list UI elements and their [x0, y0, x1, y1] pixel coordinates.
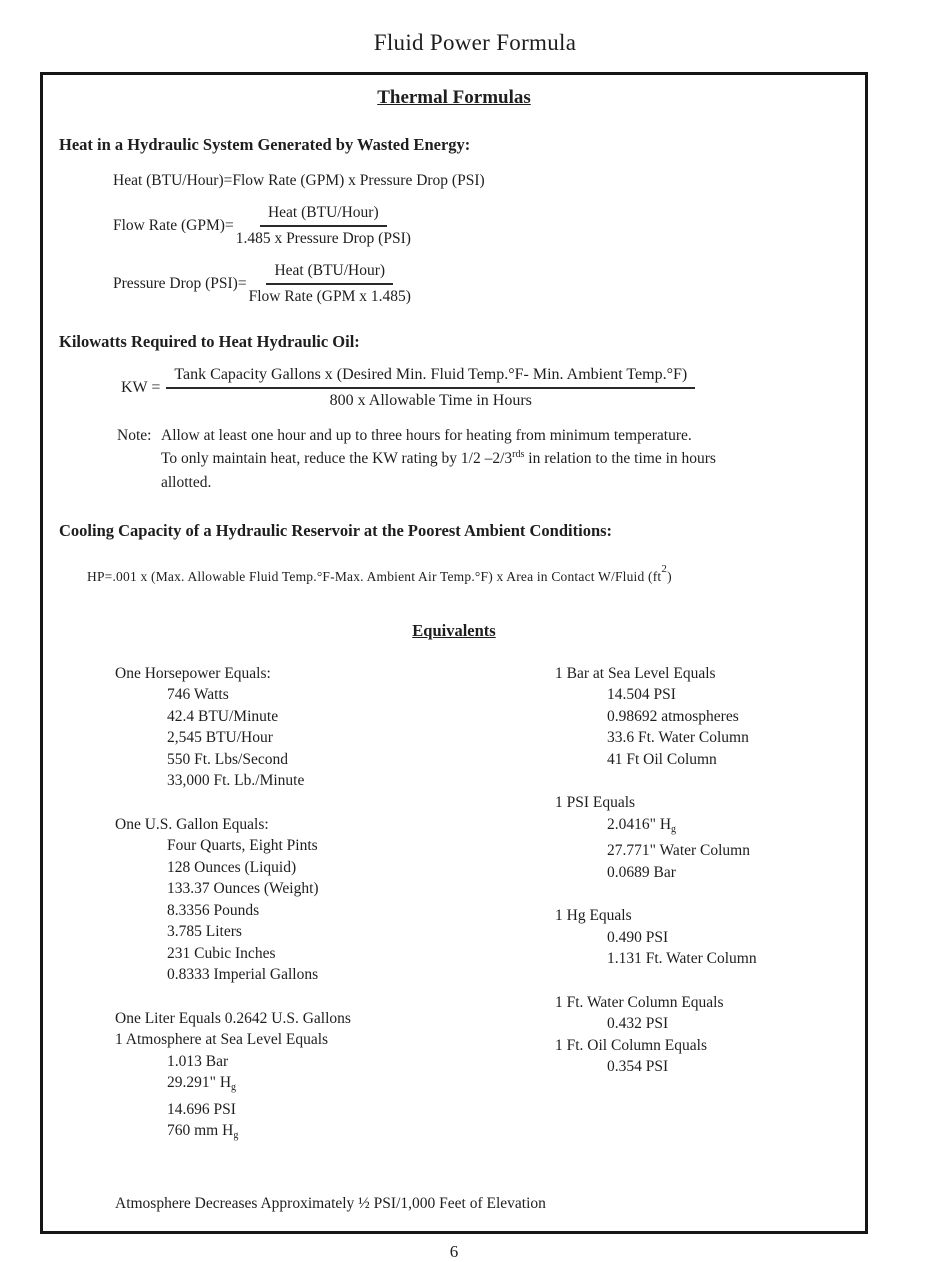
equivalents-items	[115, 835, 555, 986]
page-title: Fluid Power Formula	[373, 30, 577, 55]
formula-lhs: Pressure Drop (PSI)=	[113, 275, 247, 292]
equivalents-group-water-column	[555, 992, 865, 1035]
fraction-denominator: Flow Rate (GPM x 1.485)	[248, 288, 411, 305]
equivalents-group-title: 1 PSI Equals	[555, 794, 636, 811]
equivalent-item: 0.432 PSI	[607, 1015, 669, 1032]
note-superscript: rds	[512, 448, 525, 460]
heat-formula: Heat (BTU/Hour)=Flow Rate (GPM) x Pressure Drop (PSI)	[113, 172, 485, 189]
note-text: in relation to the time in hours	[524, 449, 716, 467]
kilowatts-heading: Kilowatts Required to Heat Hydraulic Oil:	[59, 332, 360, 351]
thermal-formulas-heading: Thermal Formulas	[377, 87, 531, 108]
equivalents-group-psi	[555, 792, 865, 883]
equivalent-item: 1.131 Ft. Water Column	[607, 950, 757, 967]
formula-lhs: Flow Rate (GPM)=	[113, 217, 234, 234]
note-line: allotted.	[161, 474, 212, 491]
equivalent-item: 128 Ounces (Liquid)	[167, 858, 297, 876]
equivalents-items	[115, 684, 555, 792]
equivalent-item-text: 2.0416" H	[607, 815, 672, 833]
equivalent-item: 41 Ft Oil Column	[607, 750, 717, 768]
equivalents-items	[555, 1056, 865, 1078]
equivalents-group-oil-column	[555, 1035, 865, 1078]
fraction-numerator: Tank Capacity Gallons x (Desired Min. Fluid Temp.°F- Min. Ambient Temp.°F)	[166, 366, 695, 389]
pressure-drop-formula	[113, 262, 865, 306]
equivalent-item: 33.6 Ft. Water Column	[607, 729, 749, 746]
equivalent-item	[607, 814, 865, 841]
equivalent-item	[167, 1120, 555, 1147]
flow-rate-formula	[113, 204, 865, 248]
note-text: To only maintain heat, reduce the KW rating by 1/2 –2/3	[161, 449, 513, 467]
equivalent-item: 550 Ft. Lbs/Second	[167, 750, 288, 768]
fraction-numerator: Heat (BTU/Hour)	[260, 204, 387, 227]
fraction-numerator: Heat (BTU/Hour)	[266, 262, 393, 285]
equivalents-heading: Equivalents	[412, 620, 496, 640]
equivalent-item: 133.37 Ounces (Weight)	[167, 880, 319, 897]
equivalent-item: 0.0689 Bar	[607, 863, 676, 881]
equivalents-group-hg	[555, 905, 865, 970]
equivalents-items	[555, 684, 865, 770]
kw-note	[117, 425, 865, 495]
equivalents-items	[115, 1051, 555, 1147]
equivalent-item: 746 Watts	[167, 686, 229, 703]
equivalents-left-column	[115, 663, 555, 1169]
equivalent-item: 0.98692 atmospheres	[607, 707, 739, 725]
equivalents-group-title: 1 Ft. Water Column Equals	[555, 993, 724, 1011]
equivalents-group-atmosphere	[115, 1029, 555, 1147]
note-label: Note:	[117, 427, 152, 444]
equivalent-item: 0.354 PSI	[607, 1058, 669, 1075]
wasted-energy-heading: Heat in a Hydraulic System Generated by Wasted Energy:	[59, 135, 471, 154]
hp-superscript: 2	[661, 562, 668, 575]
atmosphere-elevation-note: Atmosphere Decreases Approximately ½ PSI/1,000 Feet of Elevation	[115, 1194, 546, 1212]
hp-formula	[87, 562, 865, 585]
equivalents-group-bar	[555, 663, 865, 771]
equivalents-items	[555, 814, 865, 884]
fraction-denominator: 800 x Allowable Time in Hours	[329, 392, 532, 409]
equivalent-item-text: 29.291" H	[167, 1074, 232, 1091]
equivalents-group-title: One U.S. Gallon Equals:	[115, 815, 269, 833]
equivalent-item: Four Quarts, Eight Pints	[167, 837, 318, 854]
equivalents-group-title: 1 Atmosphere at Sea Level Equals	[115, 1031, 329, 1048]
equivalent-item: 3.785 Liters	[167, 923, 242, 940]
equivalents-group-gallon	[115, 814, 555, 986]
hp-formula-text: HP=.001 x (Max. Allowable Fluid Temp.°F-Max. Ambient Air Temp.°F) x Area in Contact W/Fluid (ft	[87, 568, 662, 584]
equivalent-item: 14.504 PSI	[607, 686, 676, 703]
cooling-heading: Cooling Capacity of a Hydraulic Reservoir at the Poorest Ambient Conditions:	[59, 520, 613, 540]
equivalent-item: 14.696 PSI	[167, 1100, 236, 1118]
note-line	[161, 448, 716, 473]
formula-lhs: KW =	[121, 379, 165, 396]
subscript: g	[671, 823, 677, 835]
equivalents-items	[555, 927, 865, 970]
equivalents-group-liter	[115, 1008, 555, 1030]
note-body	[161, 425, 716, 495]
equivalents-group-title: One Liter Equals 0.2642 U.S. Gallons	[115, 1009, 351, 1027]
equivalent-item-text: 760 mm H	[167, 1122, 234, 1139]
page-number: 6	[449, 1241, 459, 1261]
subscript: g	[233, 1130, 239, 1141]
formula-box	[40, 72, 868, 1234]
equivalent-item	[167, 1072, 555, 1099]
kw-formula	[121, 366, 865, 410]
equivalents-group-title: One Horsepower Equals:	[115, 664, 271, 682]
equivalent-item: 0.8333 Imperial Gallons	[167, 966, 319, 983]
hp-formula-close: )	[667, 568, 672, 584]
equivalent-item: 33,000 Ft. Lb./Minute	[167, 772, 305, 789]
equivalent-item: 27.771" Water Column	[607, 842, 750, 859]
fraction-denominator: 1.485 x Pressure Drop (PSI)	[235, 230, 411, 247]
subscript: g	[231, 1082, 237, 1093]
equivalents-group-horsepower	[115, 663, 555, 792]
fraction	[249, 262, 411, 306]
equivalents-columns	[115, 663, 865, 1169]
equivalents-items	[555, 1013, 865, 1035]
fraction	[166, 366, 695, 410]
equivalent-item: 2,545 BTU/Hour	[167, 729, 273, 746]
equivalents-group-title: 1 Hg Equals	[555, 907, 632, 924]
equivalent-item: 1.013 Bar	[167, 1052, 229, 1070]
note-line: Allow at least one hour and up to three hours for heating from minimum temperature.	[161, 427, 692, 444]
equivalents-group-title: 1 Ft. Oil Column Equals	[555, 1036, 707, 1054]
equivalent-item: 0.490 PSI	[607, 928, 669, 946]
equivalent-item: 42.4 BTU/Minute	[167, 707, 279, 725]
equivalent-item: 231 Cubic Inches	[167, 944, 276, 962]
equivalents-right-column	[555, 663, 865, 1169]
equivalent-item: 8.3356 Pounds	[167, 901, 260, 919]
equivalents-group-title: 1 Bar at Sea Level Equals	[555, 664, 716, 682]
fraction	[236, 204, 411, 248]
